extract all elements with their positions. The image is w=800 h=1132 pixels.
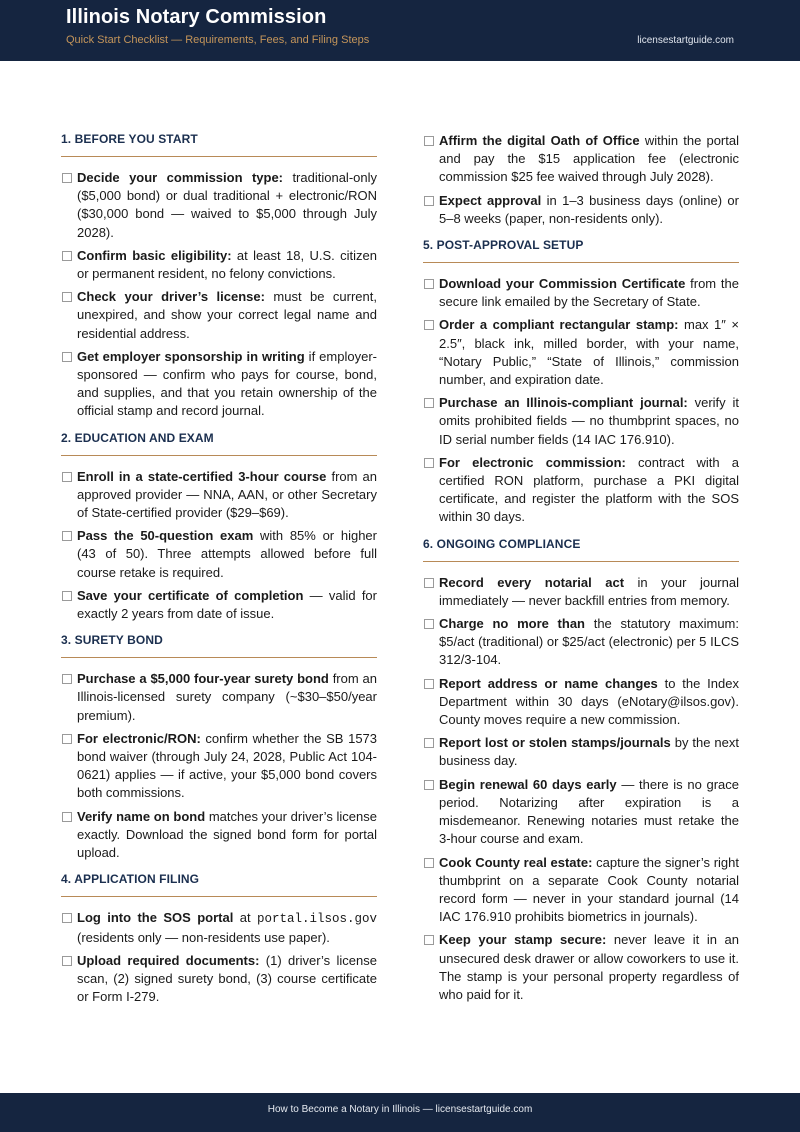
section-ongoing-compliance <box>423 537 739 1004</box>
item-title: Decide your commission type: <box>77 170 284 185</box>
item-text: never leave it in an unsecured desk drawer or allow coworkers to use it. The stamp is your personal property regardless of who paid for it. <box>439 932 739 1002</box>
section-before-you-start <box>61 132 377 421</box>
checkbox-icon[interactable] <box>424 398 434 408</box>
item-text: with 85% or higher (43 of 50). Three attempts allowed before full course retake is required. <box>77 528 377 580</box>
item-text: from an approved provider — NNA, AAN, or other Secretary of State-certified provider ($29–$69). <box>77 468 378 521</box>
item-text: contract with a certified RON platform, purchase a PKI digital certificate, and register the platform with the SOS within 30 days. <box>439 454 739 525</box>
item-title: Get employer sponsorship in writing <box>77 348 305 364</box>
item-text: — valid for exactly 2 years from date of issue. <box>77 587 377 622</box>
checklist-item <box>61 247 377 283</box>
item-text: confirm whether the SB 1573 bond waiver (through July 24, 2028, Public Act 104-0621) applies — if active, your $5,000 bond covers both commissions. <box>77 730 378 801</box>
section-heading: 5. POST-APPROVAL SETUP <box>423 238 739 263</box>
checklist-item <box>61 670 377 725</box>
checkbox-icon[interactable] <box>62 292 72 302</box>
item-text: traditional-only ($5,000 bond) or dual traditional + electronic/RON ($30,000 bond — waived to $5,000 through July 2028). <box>77 170 377 240</box>
item-text-tail: (residents only — non-residents use paper). <box>77 929 330 945</box>
checkbox-icon[interactable] <box>424 679 434 689</box>
checklist-item <box>423 854 739 927</box>
checklist <box>423 574 739 1004</box>
item-title: Report address or name changes <box>439 675 658 691</box>
checkbox-icon[interactable] <box>424 320 434 330</box>
checklist-item <box>61 527 377 582</box>
checkbox-icon[interactable] <box>424 196 434 206</box>
section-post-approval-setup <box>423 238 739 527</box>
item-title: Enroll in a state-certified 3-hour course <box>77 468 327 484</box>
item-title: Verify name on bond <box>77 808 206 824</box>
checkbox-icon[interactable] <box>62 251 72 261</box>
item-title: Purchase a $5,000 four-year surety bond <box>77 671 329 687</box>
item-title: Save your certificate of completion <box>77 587 304 603</box>
item-text: from an Illinois-licensed surety company (~$30–$50/year premium). <box>77 671 377 723</box>
page-subtitle: Quick Start Checklist — Requirements, Fees, and Filing Steps <box>66 34 370 46</box>
checklist-item <box>61 808 377 863</box>
checkbox-icon[interactable] <box>424 780 434 790</box>
checklist-item <box>61 587 377 623</box>
section-heading: 6. ONGOING COMPLIANCE <box>423 537 739 562</box>
checklist-item <box>61 169 377 242</box>
checklist-item <box>423 776 739 849</box>
item-title: Purchase an Illinois-compliant journal: <box>439 395 688 411</box>
checklist-item <box>423 132 739 187</box>
checkbox-icon[interactable] <box>424 935 434 945</box>
item-text: verify it omits prohibited fields — no thumbprint spaces, no ID serial number fields (14 IAC 176.910). <box>439 395 739 447</box>
item-title: Begin renewal 60 days early <box>439 776 617 792</box>
checklist-item <box>61 909 377 946</box>
item-title: Charge no more than <box>439 616 586 632</box>
item-title: Confirm basic eligibility: <box>77 247 232 263</box>
section-heading: 1. BEFORE YOU START <box>61 132 377 157</box>
item-title: Pass the 50-question exam <box>77 528 254 544</box>
checklist-item <box>423 394 739 449</box>
checklist-item <box>423 931 739 1004</box>
section-surety-bond <box>61 633 377 862</box>
item-text: from the secure link emailed by the Secretary of State. <box>439 276 740 310</box>
item-text: capture the signer’s right thumbprint on a separate Cook County notarial record form — never in your standard journal (14 IAC 176.910 prohibits biometrics in journals). <box>439 854 739 925</box>
footer-text: How to Become a Notary in Illinois — licensestartguide.com <box>267 1104 533 1115</box>
item-text: in 1–3 business days (online) or 5–8 weeks (paper, non-residents only). <box>439 192 739 226</box>
page-header <box>0 0 800 61</box>
checklist-item <box>423 675 739 730</box>
checklist-item <box>61 952 377 1007</box>
checklist-item <box>61 468 377 523</box>
checklist-item <box>423 454 739 527</box>
checklist-item <box>423 275 739 311</box>
checklist <box>61 468 377 624</box>
checkbox-icon[interactable] <box>424 578 434 588</box>
checkbox-icon[interactable] <box>62 591 72 601</box>
item-title: Report lost or stolen stamps/journals <box>439 735 671 751</box>
checkbox-icon[interactable] <box>62 956 72 966</box>
checklist-item <box>61 288 377 343</box>
item-text: at <box>233 910 257 926</box>
checkbox-icon[interactable] <box>62 173 72 183</box>
item-title: Upload required documents: <box>77 952 260 968</box>
item-text: (1) driver’s license scan, (2) signed surety bond, (3) course certificate or Form I-279. <box>77 952 377 1005</box>
item-text: in your journal immediately — never backfill entries from memory. <box>439 574 739 608</box>
section-heading: 3. SURETY BOND <box>61 633 377 658</box>
item-title: Expect approval <box>439 192 542 208</box>
item-title: Order a compliant rectangular stamp: <box>439 317 679 333</box>
checkbox-icon[interactable] <box>424 858 434 868</box>
site-name: licensestartguide.com <box>637 35 734 46</box>
item-text: to the Index Department within 30 days (eNotary@ilsos.gov). County moves require a new commission. <box>439 675 739 728</box>
section-application-filing-continued <box>423 132 739 228</box>
section-heading: 2. EDUCATION AND EXAM <box>61 431 377 456</box>
item-title: Keep your stamp secure: <box>439 932 607 948</box>
item-text: the statutory maximum: $5/act (traditional) or $25/act (electronic) per 5 ILCS 312/3-104. <box>439 616 739 668</box>
item-title: For electronic/RON: <box>77 730 201 746</box>
checkbox-icon[interactable] <box>62 472 72 482</box>
checklist-item <box>423 316 739 389</box>
item-text: by the next business day. <box>439 735 739 769</box>
checkbox-icon[interactable] <box>62 674 72 684</box>
checkbox-icon[interactable] <box>62 531 72 541</box>
checkbox-icon[interactable] <box>62 352 72 362</box>
item-title: Log into the SOS portal <box>77 910 234 926</box>
item-text: — there is no grace period. Notarizing after expiration is a misdemeanor. Renewing notaries must retake the 3-hour course and exam. <box>439 776 739 847</box>
checklist <box>61 169 377 421</box>
item-title: For electronic commission: <box>439 454 626 470</box>
checkbox-icon[interactable] <box>424 136 434 146</box>
checklist <box>61 670 377 862</box>
item-text: if employer-sponsored — confirm who pays for course, bond, and supplies, and that you retain ownership of the official stamp and record journal. <box>77 348 377 419</box>
checklist <box>61 909 377 1006</box>
checklist-item <box>423 192 739 228</box>
checkbox-icon[interactable] <box>62 812 72 822</box>
checkbox-icon[interactable] <box>424 458 434 468</box>
checkbox-icon[interactable] <box>424 619 434 629</box>
left-column <box>61 132 377 1016</box>
item-title: Affirm the digital Oath of Office <box>439 133 640 148</box>
item-title: Cook County real estate: <box>439 854 593 870</box>
page-title: Illinois Notary Commission <box>66 6 327 28</box>
item-text: max 1″ × 2.5″, black ink, milled border, with your name, “Notary Public,” “State of Illinois,” commission number, and expiration date. <box>439 317 739 388</box>
item-text: matches your driver’s license exactly. Download the signed bond form for portal upload. <box>77 808 377 861</box>
section-heading: 4. APPLICATION FILING <box>61 872 377 897</box>
checklist <box>423 275 739 527</box>
checklist-item <box>423 574 739 610</box>
section-application-filing <box>61 872 377 1006</box>
portal-url: portal.ilsos.gov <box>256 912 377 927</box>
checklist <box>423 132 739 228</box>
checklist-item <box>423 734 739 770</box>
item-title: Record every notarial act <box>439 574 625 590</box>
checklist-item <box>423 615 739 670</box>
checkbox-icon[interactable] <box>424 738 434 748</box>
item-title: Download your Commission Certificate <box>439 276 686 292</box>
section-education-and-exam <box>61 431 377 624</box>
checkbox-icon[interactable] <box>62 734 72 744</box>
item-title: Check your driver’s license: <box>77 289 265 305</box>
checkbox-icon[interactable] <box>62 913 72 923</box>
item-text: must be current, unexpired, and show your correct legal name and residential address. <box>77 289 377 341</box>
item-text: at least 18, U.S. citizen or permanent resident, no felony convictions. <box>77 247 377 282</box>
right-column <box>423 132 739 1014</box>
checklist-item <box>61 348 377 421</box>
checkbox-icon[interactable] <box>424 279 434 289</box>
page-footer <box>0 1093 800 1132</box>
item-text: within the portal and pay the $15 application fee (electronic commission $25 fee waived through July 2028). <box>439 133 739 185</box>
checklist-item <box>61 730 377 803</box>
